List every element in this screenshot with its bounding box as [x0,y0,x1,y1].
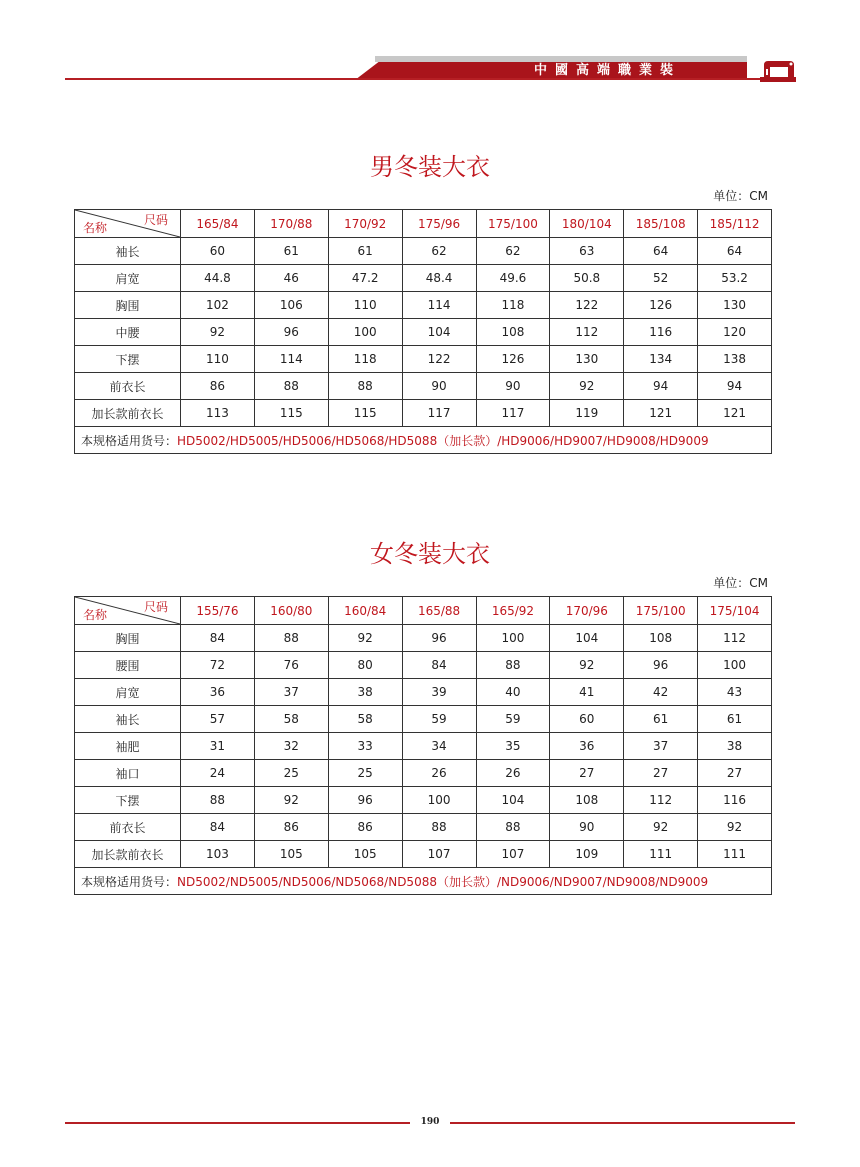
table-corner-cell [75,210,181,238]
corner-size-label: 尺码 [143,213,168,227]
measurement-cell: 118 [476,292,550,319]
measurement-cell: 88 [476,652,550,679]
measurement-cell: 122 [402,346,476,373]
row-label: 袖肥 [75,733,181,760]
size-header: 170/92 [328,210,402,238]
measurement-cell: 88 [476,814,550,841]
table-row [75,346,772,373]
table-row [75,292,772,319]
measurement-cell: 27 [624,760,698,787]
measurement-cell: 61 [328,238,402,265]
measurement-cell: 25 [328,760,402,787]
measurement-cell: 126 [476,346,550,373]
size-header: 185/112 [698,210,772,238]
size-header: 165/84 [181,210,255,238]
measurement-cell: 110 [181,346,255,373]
table-row [75,400,772,427]
measurement-cell: 118 [328,346,402,373]
row-label: 前衣长 [75,814,181,841]
measurement-cell: 108 [476,319,550,346]
measurement-cell: 26 [402,760,476,787]
measurement-cell: 61 [254,238,328,265]
measurement-cell: 86 [254,814,328,841]
table-row [75,760,772,787]
row-label: 加长款前衣长 [75,841,181,868]
note-label: 本规格适用货号： [81,874,178,889]
measurement-cell: 88 [254,625,328,652]
row-label: 肩宽 [75,679,181,706]
corner-name-label: 名称 [83,221,108,235]
table-row [75,814,772,841]
table-row [75,238,772,265]
men-header-row [75,210,772,238]
corner-size-label: 尺码 [143,600,168,614]
measurement-cell: 58 [254,706,328,733]
size-header: 185/108 [624,210,698,238]
measurement-cell: 100 [476,625,550,652]
measurement-cell: 92 [624,814,698,841]
measurement-cell: 50.8 [550,265,624,292]
measurement-cell: 103 [181,841,255,868]
measurement-cell: 80 [328,652,402,679]
measurement-cell: 130 [550,346,624,373]
measurement-cell: 63 [550,238,624,265]
measurement-cell: 96 [402,625,476,652]
size-header: 175/104 [698,597,772,625]
corner-name-label: 名称 [83,608,108,622]
measurement-cell: 84 [181,625,255,652]
row-label: 中腰 [75,319,181,346]
note-label: 本规格适用货号： [81,433,178,448]
measurement-cell: 48.4 [402,265,476,292]
measurement-cell: 35 [476,733,550,760]
measurement-cell: 46 [254,265,328,292]
measurement-cell: 109 [550,841,624,868]
row-label: 腰围 [75,652,181,679]
measurement-cell: 112 [698,625,772,652]
women-applicable-codes [75,868,772,895]
measurement-cell: 25 [254,760,328,787]
measurement-cell: 117 [476,400,550,427]
measurement-cell: 84 [181,814,255,841]
women-section-title: 女冬装大衣 [370,540,490,568]
measurement-cell: 111 [698,841,772,868]
measurement-cell: 90 [476,373,550,400]
table-row [75,787,772,814]
size-header: 170/88 [254,210,328,238]
table-row [75,265,772,292]
table-row [75,625,772,652]
measurement-cell: 102 [181,292,255,319]
measurement-cell: 37 [254,679,328,706]
measurement-cell: 60 [550,706,624,733]
measurement-cell: 64 [624,238,698,265]
measurement-cell: 36 [181,679,255,706]
men-note-row [75,427,772,454]
measurement-cell: 112 [624,787,698,814]
table-row [75,679,772,706]
measurement-cell: 44.8 [181,265,255,292]
measurement-cell: 88 [402,814,476,841]
women-unit-label: 单位：CM [713,576,768,590]
measurement-cell: 110 [328,292,402,319]
measurement-cell: 88 [181,787,255,814]
measurement-cell: 107 [402,841,476,868]
measurement-cell: 62 [402,238,476,265]
row-label: 肩宽 [75,265,181,292]
measurement-cell: 36 [550,733,624,760]
measurement-cell: 130 [698,292,772,319]
measurement-cell: 64 [698,238,772,265]
measurement-cell: 106 [254,292,328,319]
measurement-cell: 100 [328,319,402,346]
measurement-cell: 115 [254,400,328,427]
measurement-cell: 62 [476,238,550,265]
measurement-cell: 72 [181,652,255,679]
measurement-cell: 96 [254,319,328,346]
measurement-cell: 58 [328,706,402,733]
measurement-cell: 86 [328,814,402,841]
measurement-cell: 92 [698,814,772,841]
measurement-cell: 24 [181,760,255,787]
women-header-row [75,597,772,625]
table-row [75,373,772,400]
measurement-cell: 121 [624,400,698,427]
measurement-cell: 57 [181,706,255,733]
row-label: 胸围 [75,292,181,319]
measurement-cell: 86 [181,373,255,400]
row-label: 袖口 [75,760,181,787]
measurement-cell: 41 [550,679,624,706]
table-corner-cell [75,597,181,625]
measurement-cell: 32 [254,733,328,760]
row-label: 下摆 [75,787,181,814]
measurement-cell: 113 [181,400,255,427]
men-size-table [74,209,772,454]
measurement-cell: 61 [698,706,772,733]
measurement-cell: 33 [328,733,402,760]
men-applicable-codes [75,427,772,454]
measurement-cell: 34 [402,733,476,760]
measurement-cell: 84 [402,652,476,679]
measurement-cell: 107 [476,841,550,868]
measurement-cell: 116 [698,787,772,814]
measurement-cell: 105 [328,841,402,868]
measurement-cell: 37 [624,733,698,760]
measurement-cell: 92 [328,625,402,652]
measurement-cell: 104 [476,787,550,814]
measurement-cell: 134 [624,346,698,373]
table-row [75,652,772,679]
size-header: 175/100 [476,210,550,238]
measurement-cell: 26 [476,760,550,787]
measurement-cell: 49.6 [476,265,550,292]
measurement-cell: 27 [698,760,772,787]
measurement-cell: 100 [402,787,476,814]
measurement-cell: 126 [624,292,698,319]
table-row [75,841,772,868]
measurement-cell: 104 [550,625,624,652]
size-header: 175/100 [624,597,698,625]
measurement-cell: 42 [624,679,698,706]
measurement-cell: 115 [328,400,402,427]
measurement-cell: 38 [698,733,772,760]
men-unit-label: 单位：CM [713,189,768,203]
measurement-cell: 90 [402,373,476,400]
women-size-table [74,596,772,895]
measurement-cell: 90 [550,814,624,841]
size-header: 155/76 [181,597,255,625]
page-number: 190 [410,1115,450,1129]
size-header: 160/84 [328,597,402,625]
measurement-cell: 31 [181,733,255,760]
measurement-cell: 76 [254,652,328,679]
table-row [75,319,772,346]
men-section-title: 男冬装大衣 [370,153,490,181]
size-header: 175/96 [402,210,476,238]
measurement-cell: 114 [402,292,476,319]
measurement-cell: 92 [181,319,255,346]
row-label: 胸围 [75,625,181,652]
measurement-cell: 94 [624,373,698,400]
measurement-cell: 38 [328,679,402,706]
measurement-cell: 61 [624,706,698,733]
size-header: 165/92 [476,597,550,625]
measurement-cell: 120 [698,319,772,346]
table-row [75,706,772,733]
measurement-cell: 119 [550,400,624,427]
measurement-cell: 105 [254,841,328,868]
size-header: 180/104 [550,210,624,238]
measurement-cell: 59 [476,706,550,733]
table-row [75,733,772,760]
measurement-cell: 114 [254,346,328,373]
measurement-cell: 108 [624,625,698,652]
measurement-cell: 92 [550,652,624,679]
row-label: 袖长 [75,238,181,265]
measurement-cell: 117 [402,400,476,427]
measurement-cell: 27 [550,760,624,787]
sewing-machine-icon [758,57,798,83]
measurement-cell: 52 [624,265,698,292]
measurement-cell: 108 [550,787,624,814]
row-label: 袖长 [75,706,181,733]
measurement-cell: 96 [624,652,698,679]
measurement-cell: 116 [624,319,698,346]
measurement-cell: 53.2 [698,265,772,292]
row-label: 加长款前衣长 [75,400,181,427]
size-header: 160/80 [254,597,328,625]
row-label: 前衣长 [75,373,181,400]
size-header: 165/88 [402,597,476,625]
measurement-cell: 96 [328,787,402,814]
measurement-cell: 92 [254,787,328,814]
measurement-cell: 111 [624,841,698,868]
measurement-cell: 122 [550,292,624,319]
note-codes: ND5002/ND5005/ND5006/ND5068/ND5088（加长款）/ND9006/ND9007/ND9008/ND9009 [177,874,709,889]
size-header: 170/96 [550,597,624,625]
measurement-cell: 92 [550,373,624,400]
header-title: 中國高端職業裝 [533,63,681,78]
measurement-cell: 88 [328,373,402,400]
note-codes: HD5002/HD5005/HD5006/HD5068/HD5088（加长款）/HD9006/HD9007/HD9008/HD9009 [177,433,709,448]
measurement-cell: 104 [402,319,476,346]
measurement-cell: 39 [402,679,476,706]
measurement-cell: 138 [698,346,772,373]
measurement-cell: 88 [254,373,328,400]
measurement-cell: 60 [181,238,255,265]
measurement-cell: 59 [402,706,476,733]
measurement-cell: 112 [550,319,624,346]
measurement-cell: 121 [698,400,772,427]
measurement-cell: 43 [698,679,772,706]
measurement-cell: 40 [476,679,550,706]
measurement-cell: 47.2 [328,265,402,292]
measurement-cell: 100 [698,652,772,679]
women-note-row [75,868,772,895]
measurement-cell: 94 [698,373,772,400]
row-label: 下摆 [75,346,181,373]
